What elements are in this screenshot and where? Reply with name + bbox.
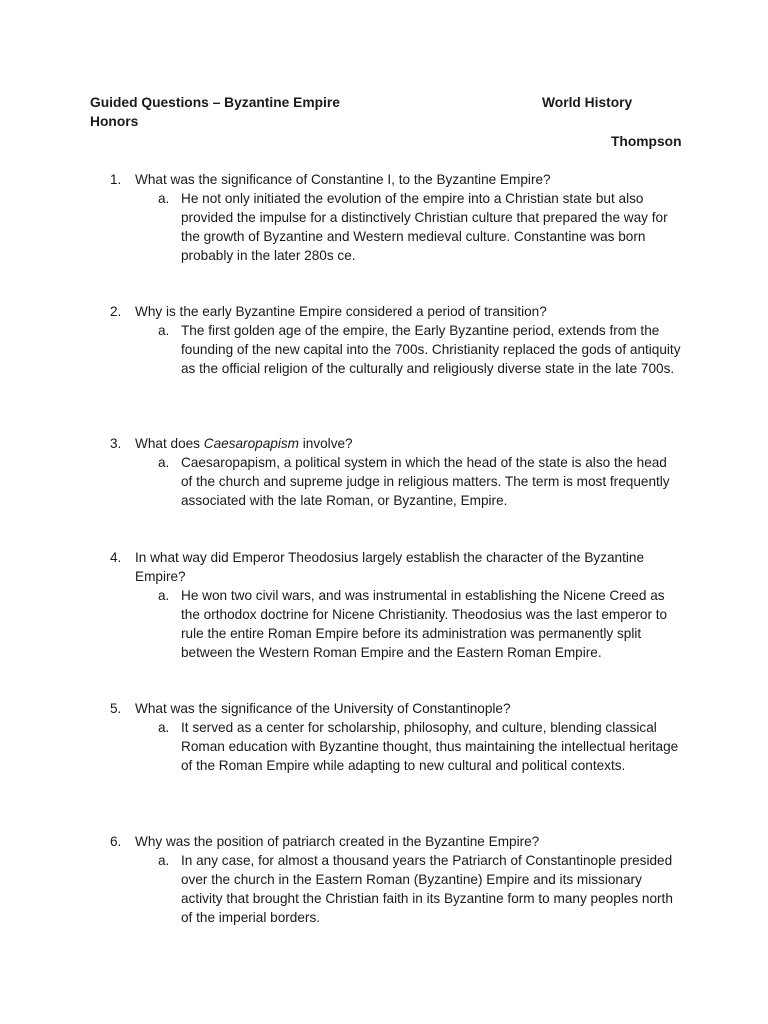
answer-item	[158, 453, 690, 510]
teacher-name: Thompson	[611, 134, 682, 149]
document-title: Guided Questions – Byzantine Empire	[90, 95, 340, 110]
answer-text: Caesaropapism, a political system in which the head of the state is also the head of the church and supreme judge in religious matters. The term is most frequently associated with the late Roman, or Byzantine, Empire.	[181, 455, 670, 508]
question-text: Why is the early Byzantine Empire considered a period of transition?	[135, 304, 547, 319]
answer-marker: a.	[158, 720, 170, 735]
question-text	[135, 434, 690, 453]
answer-text: The first golden age of the empire, the Early Byzantine period, extends from the founding of the new capital into the 700s. Christianity replaced the gods of antiquity as the official religion of the culturally and religiously diverse state in the late 700s.	[181, 323, 681, 376]
question-text-after: involve?	[298, 436, 353, 451]
answer-item	[158, 718, 690, 775]
question-item	[110, 832, 690, 927]
question-number: 2.	[110, 304, 122, 319]
answer-item	[158, 189, 690, 265]
question-item	[110, 170, 690, 265]
question-item	[110, 548, 690, 662]
course-level: Honors	[90, 114, 139, 129]
answer-text: He not only initiated the evolution of the empire into a Christian state but also provided the impulse for a distinctively Christian culture that prepared the way for the growth of Byzantine and Western medieval culture. Constantine was born probably in the later 280s ce.	[181, 191, 668, 263]
question-text: What was the significance of the University of Constantinople?	[135, 701, 511, 716]
question-number: 5.	[110, 701, 122, 716]
answer-marker: a.	[158, 853, 170, 868]
answer-text: In any case, for almost a thousand years the Patriarch of Constantinople presided over the church in the Eastern Roman (Byzantine) Empire and its missionary activity that brought the Christian faith in its Byzantine form to many peoples north of the imperial borders.	[181, 853, 673, 925]
answer-item	[158, 321, 690, 378]
question-number: 1.	[110, 172, 122, 187]
question-number: 3.	[110, 436, 122, 451]
question-text-before: What does	[135, 436, 204, 451]
answer-item	[158, 586, 690, 662]
question-text: In what way did Emperor Theodosius largely establish the character of the Byzantine Empire?	[135, 550, 645, 584]
answer-marker: a.	[158, 323, 170, 338]
answer-marker: a.	[158, 455, 170, 470]
answer-marker: a.	[158, 588, 170, 603]
question-text: What was the significance of Constantine I, to the Byzantine Empire?	[135, 172, 551, 187]
question-item	[110, 302, 690, 378]
question-number: 4.	[110, 550, 122, 565]
answer-text: It served as a center for scholarship, philosophy, and culture, blending classical Roman education with Byzantine thought, thus maintaining the intellectual heritage of the Roman Empire while adapting to new cultural and political contexts.	[181, 720, 679, 773]
question-item	[110, 434, 690, 510]
question-item	[110, 699, 690, 775]
answer-marker: a.	[158, 191, 170, 206]
question-text-italic: Caesaropapism	[203, 436, 299, 451]
question-text: Why was the position of patriarch created in the Byzantine Empire?	[135, 834, 540, 849]
answer-item	[158, 851, 690, 927]
answer-text: He won two civil wars, and was instrumental in establishing the Nicene Creed as the orthodox doctrine for Nicene Christianity. Theodosius was the last emperor to rule the entire Roman Empire before its administration was permanently split between the Western Roman Empire and the Eastern Roman Empire.	[181, 588, 668, 660]
question-number: 6.	[110, 834, 122, 849]
course-name: World History	[542, 95, 633, 110]
